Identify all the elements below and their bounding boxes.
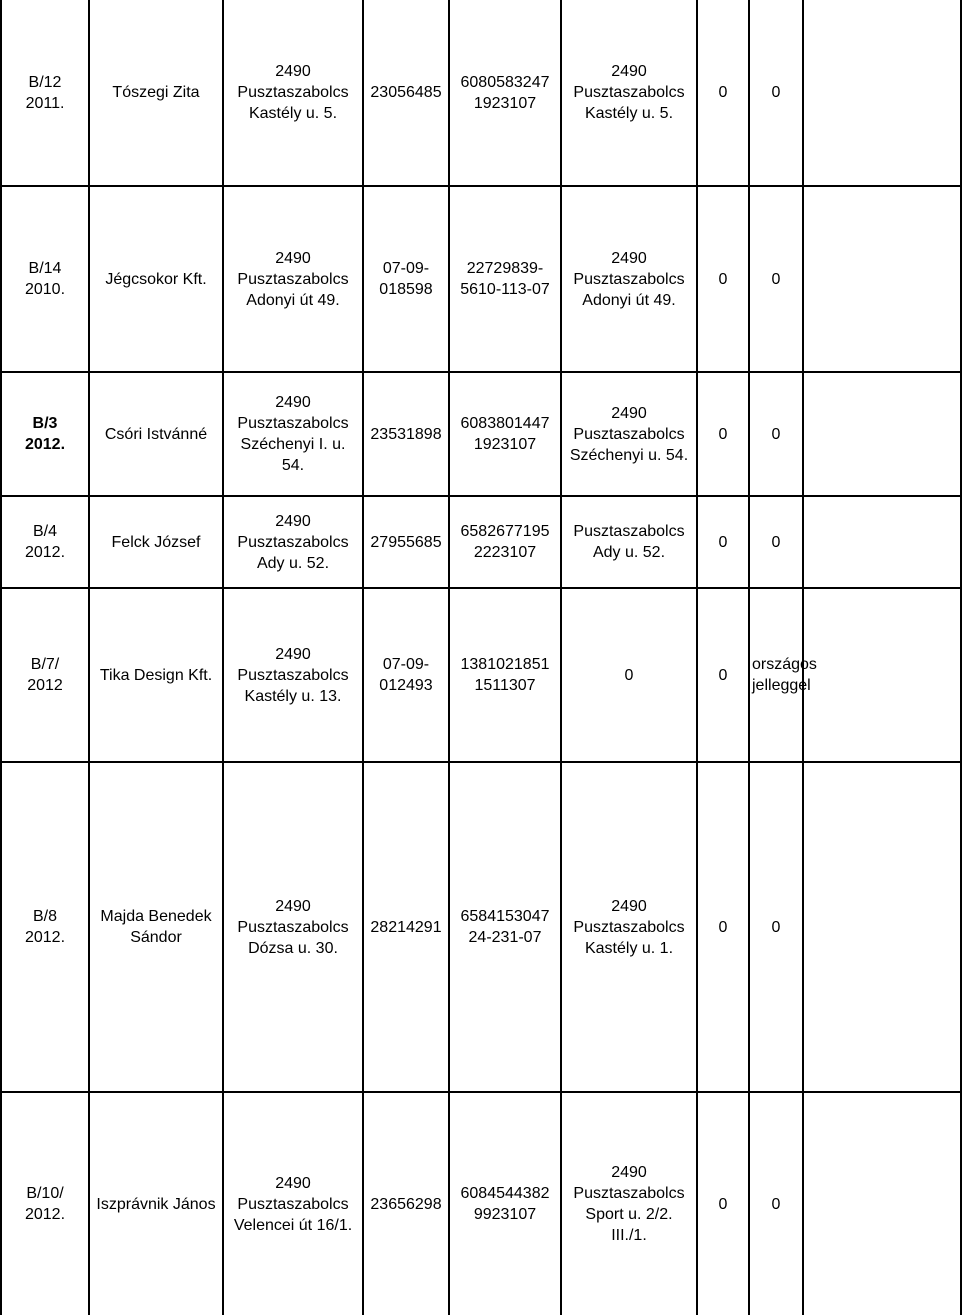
name-cell: Tika Design Kft. — [89, 588, 223, 762]
name-cell: Majda Benedek Sándor — [89, 762, 223, 1092]
seat-address-cell: 2490 Pusztaszabolcs Széchenyi I. u. 54. — [223, 372, 363, 496]
entry-id-cell: B/3 2012. — [1, 372, 89, 496]
name-cell: Iszprávnik János — [89, 1092, 223, 1315]
registration-number-cell: 6084544382 9923107 — [449, 1092, 561, 1315]
scope-cell — [803, 496, 961, 588]
registration-number-cell: 22729839- 5610-113-07 — [449, 186, 561, 372]
seat-address-cell: 2490 Pusztaszabolcs Dózsa u. 30. — [223, 762, 363, 1092]
scope-cell — [803, 762, 961, 1092]
name-cell: Felck József — [89, 496, 223, 588]
tax-number-cell: 23531898 — [363, 372, 449, 496]
entry-id-cell: B/7/ 2012 — [1, 588, 89, 762]
entry-id-cell: B/8 2012. — [1, 762, 89, 1092]
value-cell: 0 — [697, 588, 749, 762]
premises-address-cell: 2490 Pusztaszabolcs Sport u. 2/2. III./1. — [561, 1092, 697, 1315]
premises-address-cell: 2490 Pusztaszabolcs Széchenyi u. 54. — [561, 372, 697, 496]
value-cell: 0 — [697, 186, 749, 372]
entry-id-cell: B/12 2011. — [1, 0, 89, 186]
name-cell: Tószegi Zita — [89, 0, 223, 186]
table-row — [1, 1092, 961, 1315]
table-row — [1, 496, 961, 588]
seat-address-cell: 2490 Pusztaszabolcs Ady u. 52. — [223, 496, 363, 588]
premises-address-cell: Pusztaszabolcs Ady u. 52. — [561, 496, 697, 588]
registration-number-cell: 6584153047 24-231-07 — [449, 762, 561, 1092]
scope-cell — [803, 372, 961, 496]
premises-address-cell: 2490 Pusztaszabolcs Kastély u. 5. — [561, 0, 697, 186]
value-cell: 0 — [697, 496, 749, 588]
seat-address-cell: 2490 Pusztaszabolcs Velencei út 16/1. — [223, 1092, 363, 1315]
table-row — [1, 0, 961, 186]
tax-number-cell: 27955685 — [363, 496, 449, 588]
registration-number-cell: 1381021851 1511307 — [449, 588, 561, 762]
name-cell: Jégcsokor Kft. — [89, 186, 223, 372]
registration-number-cell: 6083801447 1923107 — [449, 372, 561, 496]
value-cell: országos jelleggel — [749, 588, 803, 762]
value-cell: 0 — [749, 1092, 803, 1315]
scope-cell — [803, 186, 961, 372]
value-cell: 0 — [697, 1092, 749, 1315]
tax-number-cell: 07-09- 012493 — [363, 588, 449, 762]
registration-number-cell: 6080583247 1923107 — [449, 0, 561, 186]
scope-cell — [803, 588, 961, 762]
registration-number-cell: 6582677195 2223107 — [449, 496, 561, 588]
value-cell: 0 — [749, 762, 803, 1092]
entry-id-cell: B/10/ 2012. — [1, 1092, 89, 1315]
tax-number-cell: 07-09- 018598 — [363, 186, 449, 372]
value-cell: 0 — [749, 372, 803, 496]
tax-number-cell: 23056485 — [363, 0, 449, 186]
entry-id-cell: B/4 2012. — [1, 496, 89, 588]
seat-address-cell: 2490 Pusztaszabolcs Adonyi út 49. — [223, 186, 363, 372]
value-cell: 0 — [697, 372, 749, 496]
name-cell: Csóri Istvánné — [89, 372, 223, 496]
seat-address-cell: 2490 Pusztaszabolcs Kastély u. 5. — [223, 0, 363, 186]
table-row — [1, 762, 961, 1092]
seat-address-cell: 2490 Pusztaszabolcs Kastély u. 13. — [223, 588, 363, 762]
premises-address-cell: 2490 Pusztaszabolcs Kastély u. 1. — [561, 762, 697, 1092]
tax-number-cell: 28214291 — [363, 762, 449, 1092]
table-row — [1, 588, 961, 762]
entry-id-cell: B/14 2010. — [1, 186, 89, 372]
tax-number-cell: 23656298 — [363, 1092, 449, 1315]
table-row — [1, 186, 961, 372]
scope-cell — [803, 0, 961, 186]
table-row — [1, 372, 961, 496]
value-cell: 0 — [749, 496, 803, 588]
value-cell: 0 — [697, 0, 749, 186]
premises-address-cell: 2490 Pusztaszabolcs Adonyi út 49. — [561, 186, 697, 372]
value-cell: 0 — [697, 762, 749, 1092]
value-cell: 0 — [749, 0, 803, 186]
scope-cell — [803, 1092, 961, 1315]
value-cell: 0 — [749, 186, 803, 372]
premises-address-cell: 0 — [561, 588, 697, 762]
table-body — [1, 0, 961, 1315]
